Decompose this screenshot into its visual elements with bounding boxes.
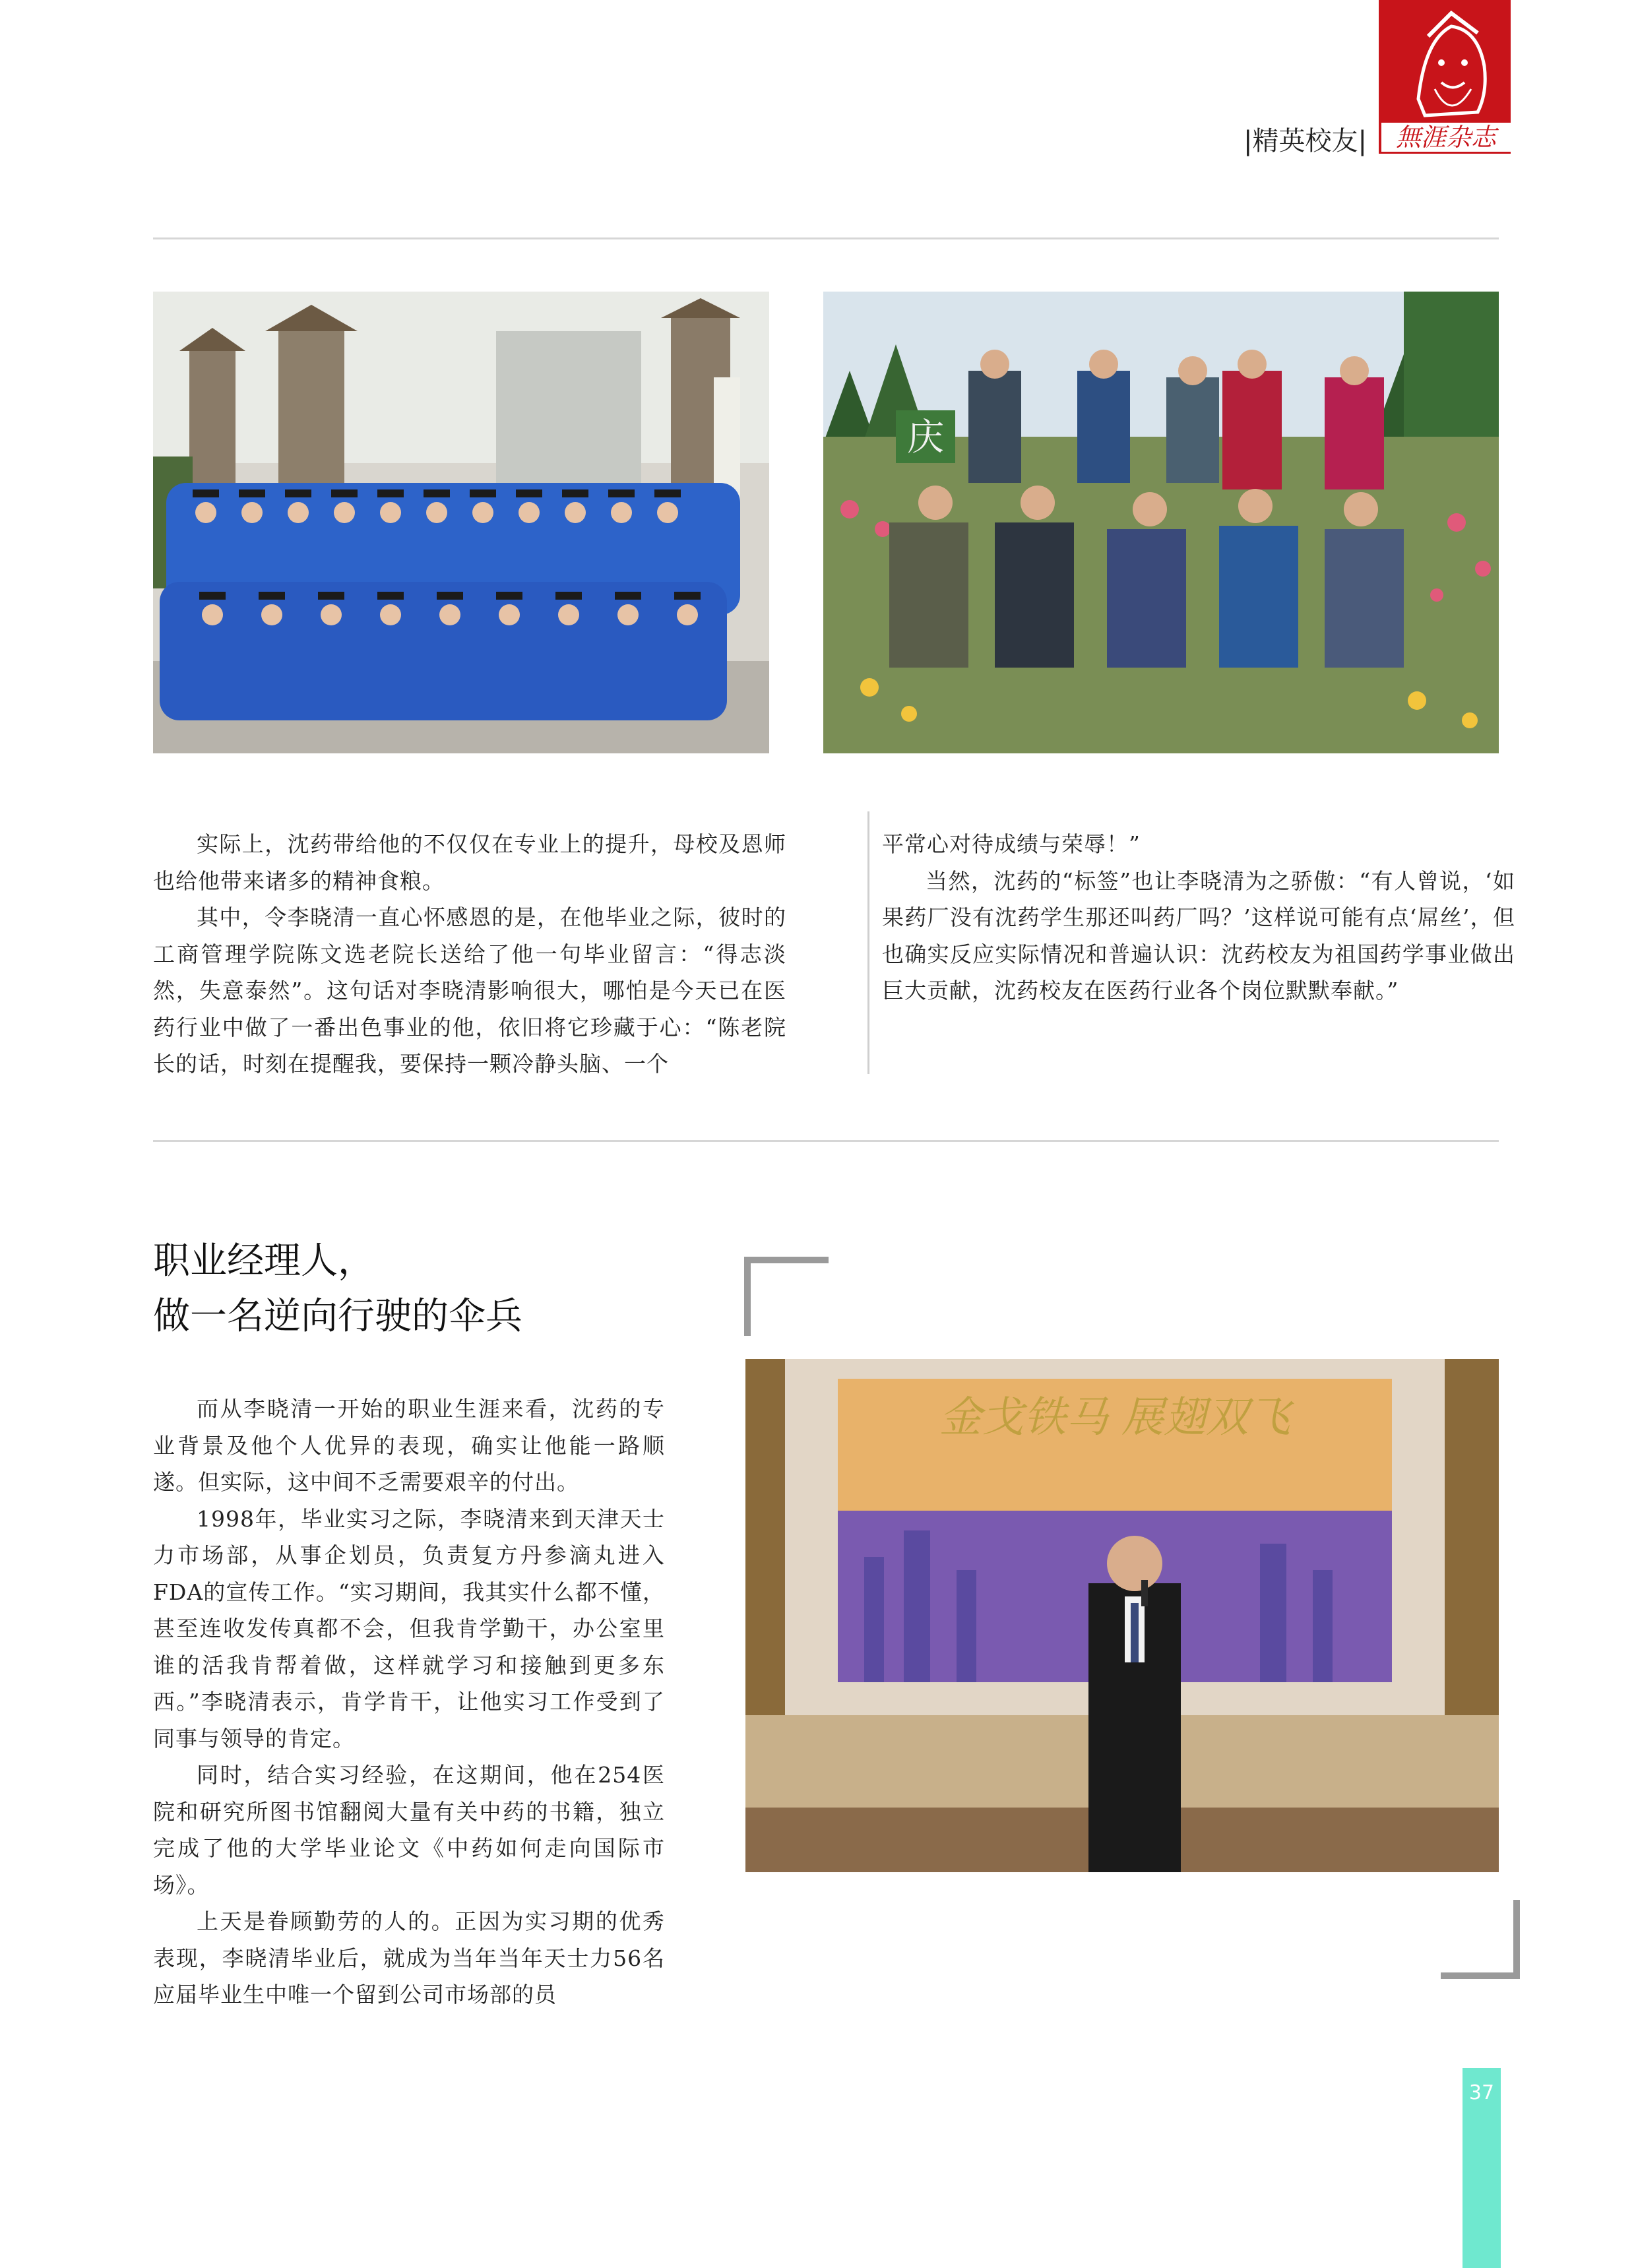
magazine-name: 無涯杂志 bbox=[1381, 123, 1511, 152]
article-paragraph: 其中，令李晓清一直心怀感恩的是，在他毕业之际，彼时的工商管理学院陈文选老院长送给了他一句毕业留言：“得志淡然，失意泰然”。这句话对李晓清影响很大，哪怕是今天已在医药行业中做了一番出色事业的他，依旧将它珍藏于心：“陈老院长的话，时刻在提醒我，要保持一颗冷静头脑、一个 bbox=[153, 904, 786, 1077]
article-right-column bbox=[882, 826, 1515, 1009]
heading-line: 做一名逆向行驶的伞兵 bbox=[153, 1295, 522, 1338]
scholar-portrait-icon bbox=[1379, 0, 1511, 123]
banner-text: 金戈铁马 展翅双飞 bbox=[939, 1393, 1291, 1442]
article-paragraph: 实际上，沈药带给他的不仅仅在专业上的提升，母校及恩师也给他带来诸多的精神食粮。 bbox=[153, 831, 786, 894]
top-divider bbox=[153, 237, 1499, 239]
speech-photo bbox=[745, 1359, 1499, 1872]
section-paragraph: 1998年，毕业实习之际，李晓清来到天津天士力市场部，从事企划员，负责复方丹参滴丸进入FDA的宣传工作。“实习期间，我其实什么都不懂，甚至连收发传真都不会，但我肯学勤干，办公室里谁的活我肯帮着做，这样就学习和接触到更多东西。”李晓清表示，肯学肯干，让他实习工作受到了同事与领导的肯定。 bbox=[153, 1505, 665, 1751]
frame-corner-bottom-right bbox=[1441, 1900, 1520, 1979]
graduation-photo bbox=[153, 292, 769, 753]
section-paragraph: 而从李晓清一开始的职业生涯来看，沈药的专业背景及他个人优异的表现，确实让他能一路顺遂。但实际，这中间不乏需要艰辛的付出。 bbox=[153, 1396, 665, 1495]
section-paragraph: 上天是眷顾勤劳的人的。正因为实习期的优秀表现，李晓清毕业后，就成为当年当年天士力56名应届毕业生中唯一个留到公司市场部的员 bbox=[153, 1908, 665, 2007]
heading-line: 职业经理人， bbox=[153, 1240, 375, 1282]
section-body bbox=[153, 1391, 665, 2013]
section-label: |精英校友| bbox=[1243, 126, 1367, 156]
section-paragraph: 同时，结合实习经验，在这期间，他在254医院和研究所图书馆翻阅大量有关中药的书籍，独立完成了他的大学毕业论文《中药如何走向国际市场》。 bbox=[153, 1762, 665, 1898]
article-left-column bbox=[153, 826, 786, 1083]
article-paragraph: 当然，沈药的“标签”也让李晓清为之骄傲：“有人曾说，‘如果药厂没有沈药学生那还叫药厂吗？’这样说可能有点‘屌丝’，但也确实反应实际情况和普遍认识：沈药校友为祖国药学事业做出巨大贡献，沈药校友在医药行业各个岗位默默奉献。” bbox=[882, 867, 1515, 1003]
column-divider bbox=[867, 811, 869, 1074]
section-heading bbox=[153, 1234, 522, 1344]
page-number: 37 bbox=[1468, 2081, 1495, 2104]
middle-divider bbox=[153, 1140, 1499, 1142]
speaker-stage-photo-icon bbox=[745, 1359, 1499, 1872]
sign-character: 庆 bbox=[907, 416, 944, 459]
article-paragraph-continuation: 平常心对待成绩与荣辱！” bbox=[882, 831, 1141, 857]
classmates-group-photo-icon bbox=[823, 292, 1499, 753]
graduation-group-photo-icon bbox=[153, 292, 769, 753]
frame-corner-top-left bbox=[744, 1257, 829, 1336]
classmates-photo bbox=[823, 292, 1499, 753]
